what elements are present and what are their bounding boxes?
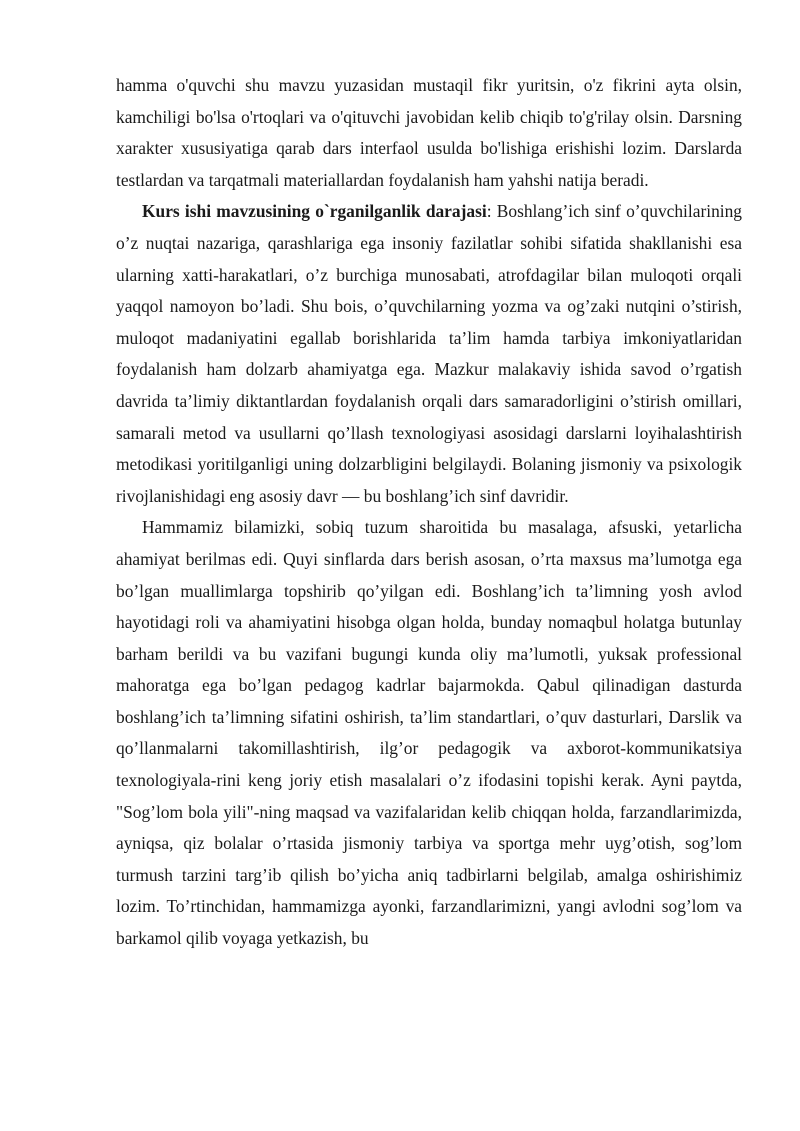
paragraph-study-level <box>116 196 742 512</box>
section-heading: Kurs ishi mavzusining o`rganilganlik darajasi <box>142 201 487 222</box>
paragraph-study-level-body: Boshlang’ich sinf o’quvchilarining o’z nuqtai nazariga, qarashlariga ega insoniy fazilatlar sohibi sifatida shakllanishi esa ularning xatti-harakatlari, o’z burchiga munosabati, atrofdagilar bilan muloqoti orqali yaqqol namoyon bo’ladi. Shu bois, o’quvchilarning yozma va og’zaki nutqini o’stirish, muloqot madaniyatini egallab borishlarida ta’lim hamda tarbiya imkoniyatlaridan foydalanish ham dolzarb ahamiyatga ega. Mazkur malakaviy ishida savod o’rgatish davrida ta’limiy diktantlardan foydalanish orqali dars samaradorligini o’stirish omillari, samarali metod va usullarni qo’llash texnologiyasi asosidagi darslarni loyihalashtirish metodikasi yoritilganligi uning dolzarbligini belgilaydi. Bolaning jismoniy va psixologik rivojlanishidagi eng asosiy davr — bu boshlang’ich sinf davridir. <box>116 201 742 506</box>
document-page <box>116 70 742 955</box>
paragraph-history: Hammamiz bilamizki, sobiq tuzum sharoitida bu masalaga, afsuski, yetarlicha ahamiyat berilmas edi. Quyi sinflarda dars berish asosan, o’rta maxsus ma’lumotga ega bo’lgan muallimlarga topshirib qo’yilgan edi. Boshlang’ich ta’limning yosh avlod hayotidagi roli va ahamiyatini hisobga olgan holda, bunday nomaqbul holatga butunlay barham berildi va bu vazifani bugungi kunda oliy ma’lumotli, yuksak professional mahoratga ega bo’lgan pedagog kadrlar bajarmokda. Qabul qilinadigan dasturda boshlang’ich ta’limning sifatini oshirish, ta’lim standartlari, o’quv dasturlari, Darslik va qo’llanmalarni takomillashtirish, ilg’or pedagogik va axborot-kommunikatsiya texnologiyala-rini keng joriy etish masalalari o’z ifodasini topishi kerak. Ayni paytda, "Sog’lom bola yili"-ning maqsad va vazifalaridan kelib chiqqan holda, farzandlarimizda, ayniqsa, qiz bolalar o’rtasida jismoniy tarbiya va sportga mehr uyg’otish, sog’lom turmush tarzini targ’ib qilish bo’yicha aniq tadbirlarni belgilab, amalga oshirishimiz lozim. To’rtinchidan, hammamizga ayonki, farzandlarimizni, yangi avlodni sog’lom va barkamol qilib voyaga yetkazish, bu <box>116 517 742 949</box>
heading-colon: : <box>486 201 492 222</box>
paragraph-continuation: hamma o'quvchi shu mavzu yuzasidan mustaqil fikr yuritsin, o'z fikrini ayta olsin, kamchiligi bo'lsa o'rtoqlari va o'qituvchi javobidan kelib chiqib to'g'rilay olsin. Darsning xarakter xususiyatiga qarab dars interfaol usulda bo'lishiga erishishi lozim. Darslarda testlardan va tarqatmali materiallardan foydalanish ham yahshi natija beradi. <box>116 75 742 190</box>
